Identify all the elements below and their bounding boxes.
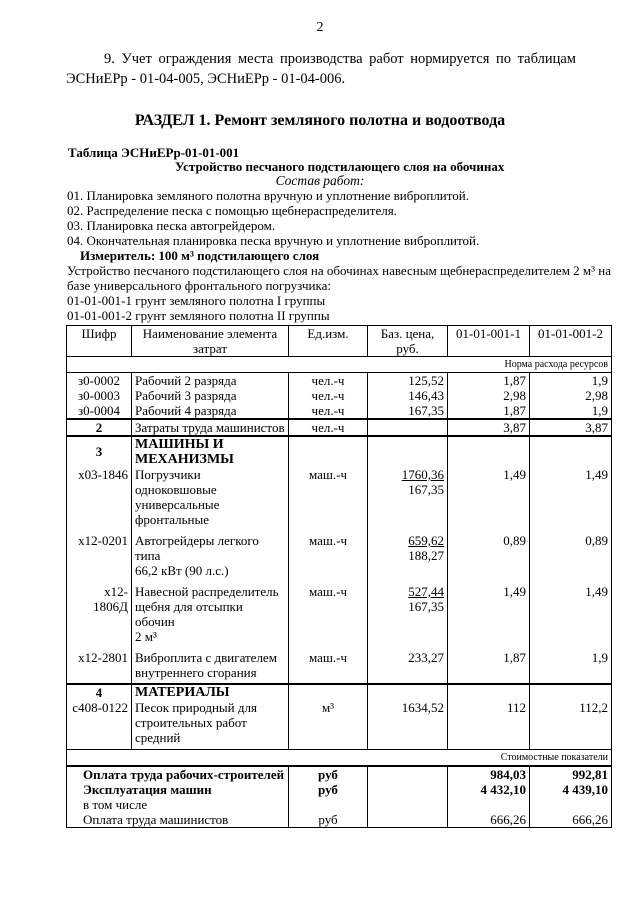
- name-line: фронтальные: [135, 512, 209, 527]
- unit-cell: маш.-ч: [289, 650, 368, 684]
- page-number: 2: [316, 20, 324, 35]
- name-cell: Рабочий 4 разряда: [132, 403, 289, 419]
- price-cell: 527,44: [408, 584, 444, 599]
- cost-label: Стоимостные показатели: [67, 750, 612, 767]
- code-cell: х03-1846: [67, 467, 132, 533]
- resource-norms-table: [66, 325, 612, 828]
- group-code: 4: [67, 684, 132, 700]
- total-name: в том числе: [67, 797, 289, 812]
- table-row: [67, 388, 612, 403]
- unit-cell: маш.-ч: [289, 533, 368, 584]
- value-cell: 2,98: [448, 388, 530, 403]
- value-cell: 1,9: [530, 373, 612, 389]
- price-cell: 1634,52: [368, 700, 448, 750]
- paragraph-9-line-2: ЭСНиЕРр - 01-04-005, ЭСНиЕРр - 01-04-006.: [66, 71, 346, 87]
- description-line: базе универсального фронтального погрузчика:: [67, 278, 331, 293]
- value-cell: 3,87: [448, 419, 530, 436]
- table-row: [67, 467, 612, 533]
- unit-cell: чел.-ч: [289, 403, 368, 419]
- work-step: 01. Планировка земляного полотна вручную и уплотнение виброплитой.: [67, 188, 469, 203]
- price-cell: 233,27: [368, 650, 448, 684]
- value-cell: 1,49: [448, 467, 530, 533]
- name-cell: Рабочий 2 разряда: [132, 373, 289, 389]
- value-cell: 0,89: [530, 533, 612, 584]
- table-row: [67, 373, 612, 389]
- name-cell: Рабочий 3 разряда: [132, 388, 289, 403]
- value-cell: 112,2: [530, 700, 612, 750]
- unit-cell: маш.-ч: [289, 467, 368, 533]
- code-cell: з0-0004: [67, 403, 132, 419]
- value-cell: 2,98: [530, 388, 612, 403]
- operator-price-cell: 167,35: [408, 482, 444, 497]
- materials-group-row: [67, 684, 612, 700]
- code-cell: з0-0003: [67, 388, 132, 403]
- unit-cell: маш.-ч: [289, 584, 368, 650]
- total-name: Оплата труда машинистов: [67, 812, 289, 828]
- table-row: [67, 700, 612, 750]
- name-line: Погрузчики одноковшовые: [135, 467, 217, 497]
- table-row: [67, 650, 612, 684]
- value-cell: 1,87: [448, 403, 530, 419]
- total-value: 666,26: [530, 812, 612, 828]
- price-cell: 125,52: [368, 373, 448, 389]
- unit-cell: чел.-ч: [289, 388, 368, 403]
- unit-cell: чел.-ч: [289, 373, 368, 389]
- name-line: Песок природный для: [135, 700, 257, 715]
- value-cell: 1,9: [530, 650, 612, 684]
- name-line: Автогрейдеры легкого типа: [135, 533, 259, 563]
- totals-row: [67, 782, 612, 797]
- norm-label: Норма расхода ресурсов: [67, 357, 612, 373]
- header-price: Баз. цена, руб.: [368, 326, 448, 357]
- total-value: 4 432,10: [448, 782, 530, 797]
- total-name: Оплата труда рабочих-строителей: [67, 766, 289, 782]
- name-line: универсальные: [135, 497, 220, 512]
- total-unit: руб: [289, 812, 368, 828]
- description-line: Устройство песчаного подстилающего слоя на обочинах навесным щебнераспределителем 2 м³ на: [67, 263, 612, 278]
- code-cell: 2: [67, 419, 132, 436]
- value-cell: 1,49: [530, 467, 612, 533]
- group-code: 3: [67, 436, 132, 467]
- group-title: МАТЕРИАЛЫ: [132, 684, 289, 700]
- measure-unit: Измеритель: 100 м³ подстилающего слоя: [80, 248, 320, 263]
- price-cell: 659,62: [408, 533, 444, 548]
- value-cell: 3,87: [530, 419, 612, 436]
- total-value: 992,81: [530, 766, 612, 782]
- totals-row: [67, 766, 612, 782]
- total-name: Эксплуатация машин: [67, 782, 289, 797]
- code-cell: с408-0122: [67, 700, 132, 750]
- price-cell: 146,43: [368, 388, 448, 403]
- total-value: 666,26: [448, 812, 530, 828]
- price-cell: 167,35: [368, 403, 448, 419]
- code-cell: х12-2801: [67, 650, 132, 684]
- table-row: [67, 584, 612, 650]
- description-line: 01-01-001-1 грунт земляного полотна I группы: [67, 293, 326, 308]
- work-step: 03. Планировка песка автогрейдером.: [67, 218, 276, 233]
- header-variant-1: 01-01-001-1: [448, 326, 530, 357]
- totals-row: [67, 812, 612, 828]
- operator-price-cell: 167,35: [408, 599, 444, 614]
- price-cell: 1760,36: [401, 467, 444, 482]
- name-line: строительных работ: [135, 715, 247, 730]
- section-title: РАЗДЕЛ 1. Ремонт земляного полотна и водоотвода: [134, 112, 506, 129]
- code-cell: х12-1806Д: [67, 584, 132, 650]
- header-name: Наименование элемента затрат: [132, 326, 289, 357]
- table-header-row: [67, 326, 612, 357]
- work-step: 02. Распределение песка с помощью щебнераспределителя.: [67, 203, 397, 218]
- total-unit: руб: [289, 782, 368, 797]
- total-value: 984,03: [448, 766, 530, 782]
- operator-price-cell: 188,27: [408, 548, 444, 563]
- value-cell: 1,87: [448, 373, 530, 389]
- name-line: средний: [135, 730, 181, 745]
- operators-row: [67, 419, 612, 436]
- value-cell: 1,49: [448, 584, 530, 650]
- totals-row: [67, 797, 612, 812]
- composition-heading: Состав работ:: [275, 173, 365, 188]
- table-title: Устройство песчаного подстилающего слоя на обочинах: [175, 159, 505, 174]
- table-row: [67, 533, 612, 584]
- header-code: Шифр: [67, 326, 132, 357]
- value-cell: 0,89: [448, 533, 530, 584]
- machines-group-row: [67, 436, 612, 467]
- total-value: [530, 797, 612, 812]
- code-cell: з0-0002: [67, 373, 132, 389]
- value-cell: 1,87: [448, 650, 530, 684]
- name-line: 2 м³: [135, 629, 157, 644]
- name-line: Навесной распределитель: [135, 584, 279, 599]
- unit-cell: м³: [289, 700, 368, 750]
- group-title: МЕХАНИЗМЫ: [135, 452, 234, 467]
- work-step: 04. Окончательная планировка песка вручную и уплотнение виброплитой.: [67, 233, 480, 248]
- name-line: внутреннего сгорания: [135, 665, 257, 680]
- total-value: [448, 797, 530, 812]
- value-cell: 1,49: [530, 584, 612, 650]
- group-title: МАШИНЫ И: [135, 437, 224, 452]
- table-name: Таблица ЭСНиЕРр-01-01-001: [68, 145, 240, 160]
- table-row: [67, 403, 612, 419]
- name-cell: Затраты труда машинистов: [132, 419, 289, 436]
- total-unit: [289, 797, 368, 812]
- code-cell: х12-0201: [67, 533, 132, 584]
- total-value: 4 439,10: [530, 782, 612, 797]
- unit-cell: чел.-ч: [289, 419, 368, 436]
- header-variant-2: 01-01-001-2: [530, 326, 612, 357]
- description-line: 01-01-001-2 грунт земляного полотна II группы: [67, 308, 330, 323]
- name-line: Виброплита с двигателем: [135, 650, 277, 665]
- value-cell: 1,9: [530, 403, 612, 419]
- name-line: щебня для отсыпки обочин: [135, 599, 243, 629]
- value-cell: 112: [448, 700, 530, 750]
- header-unit: Ед.изм.: [289, 326, 368, 357]
- total-unit: руб: [289, 766, 368, 782]
- paragraph-9-line-1: 9. Учет ограждения места производства работ нормируется по таблицам: [104, 51, 576, 67]
- name-line: 66,2 кВт (90 л.с.): [135, 563, 229, 578]
